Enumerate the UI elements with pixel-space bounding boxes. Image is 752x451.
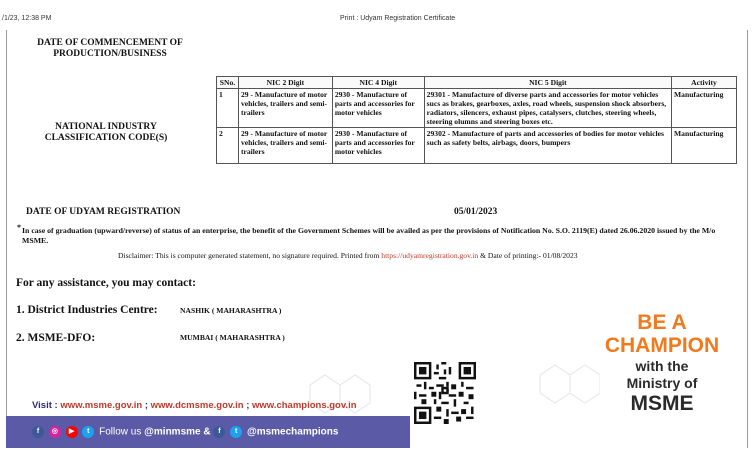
visit-line [32,400,357,411]
print-datetime: /1/23, 12:38 PM [2,15,52,22]
disclaimer [118,251,578,260]
note-asterisk: * [17,223,21,232]
champion-line3: with the [635,358,689,374]
qr-code [414,362,476,424]
cell-nic5: 29301 - Manufacture of diverse parts and accessories for motor vehicles sucs as brakes, gearboxes, axles, road wheels, suspension shock absorbers, radiators, silencers, exhaust pipes, catalysers, clutches, steering wheels, steering olumns and steering boxes etc. [424,89,671,128]
follow-text: Follow us [99,426,142,438]
champion-line4: Ministry of [626,375,698,391]
header-nic5: NIC 5 Digit [424,77,671,89]
twitter-icon[interactable]: t [82,426,94,438]
instagram-icon[interactable]: ◎ [49,426,61,438]
udyam-registration-link[interactable]: https://udyamregistration.gov.in [381,251,479,260]
cell-nic4: 2930 - Manufacture of parts and accessories for motor vehicles [332,128,424,164]
youtube-icon[interactable]: ▶ [66,426,78,438]
udyam-registration-date: 05/01/2023 [454,207,498,217]
nic-table-header-row [217,77,737,89]
twitter-icon[interactable]: t [230,426,242,438]
table-row [217,128,737,164]
visit-sep: ; [246,400,250,411]
cell-sno: 1 [217,89,239,128]
disclaimer-prefix: Disclaimer: This is computer generated statement, no signature required. Printed from [118,251,380,260]
cell-nic4: 2930 - Manufacture of parts and accessories for motor vehicles [332,89,424,128]
visit-link-dcmsme[interactable]: www.dcmsme.gov.in [150,400,244,411]
cell-activity: Manufacturing [672,89,737,128]
champion-promo [583,312,741,416]
header-nic2: NIC 2 Digit [238,77,332,89]
header-nic4: NIC 4 Digit [332,77,424,89]
graduation-note: In case of graduation (upward/reverse) of status of an enterprise, the benefit of the Government Schemes will be availed as per the provisions of Notification No. S.O. 2119(E) dated 26.06.2020 issued by the M/o MSME. [22,226,716,245]
nic-label: NATIONAL INDUSTRY CLASSIFICATION CODE(S) [44,122,168,143]
commencement-label: DATE OF COMMENCEMENT OF PRODUCTION/BUSINESS [37,38,183,59]
msme-dfo-value: MUMBAI ( MAHARASHTRA ) [180,333,285,342]
handle-msmechampions[interactable]: @msmechampions [246,426,339,438]
header-sno: SNo. [217,77,239,89]
social-bar [32,426,338,438]
cell-sno: 2 [217,128,239,164]
msme-dfo-label: 2. MSME-DFO: [16,332,96,344]
facebook-icon[interactable]: f [32,426,44,438]
facebook-icon[interactable]: f [213,426,225,438]
disclaimer-suffix: & Date of printing:- 01/08/2023 [480,251,578,260]
nic-table [216,76,737,164]
dic-value: NASHIK ( MAHARASHTRA ) [180,306,282,315]
champion-line5: MSME [630,392,694,415]
cell-nic2: 29 - Manufacture of motor vehicles, trailers and semi-trailers [238,89,332,128]
visit-link-msme[interactable]: www.msme.gov.in [60,400,143,411]
header-activity: Activity [672,77,737,89]
handle-minmsme[interactable]: @minmsme [144,426,201,438]
print-title: Print : Udyam Registration Certificate [340,15,456,22]
cell-activity: Manufacturing [672,128,737,164]
visit-link-champions[interactable]: www.champions.gov.in [252,400,357,411]
visit-prefix: Visit : [32,400,58,411]
amp: & [203,426,211,438]
assistance-title: For any assistance, you may contact: [16,277,196,289]
dic-label: 1. District Industries Centre: [16,304,158,316]
cell-nic2: 29 - Manufacture of motor vehicles, trailers and semi-trailers [238,128,332,164]
champion-line2: CHAMPION [604,334,720,357]
cell-nic5: 29302 - Manufacture of parts and accessories of bodies for motor vehicles such as safety belts, airbags, doors, bumpers [424,128,671,164]
table-row [217,89,737,128]
udyam-registration-label: DATE OF UDYAM REGISTRATION [26,207,181,217]
champion-line1: BE A [637,311,687,334]
visit-sep: ; [144,400,148,411]
